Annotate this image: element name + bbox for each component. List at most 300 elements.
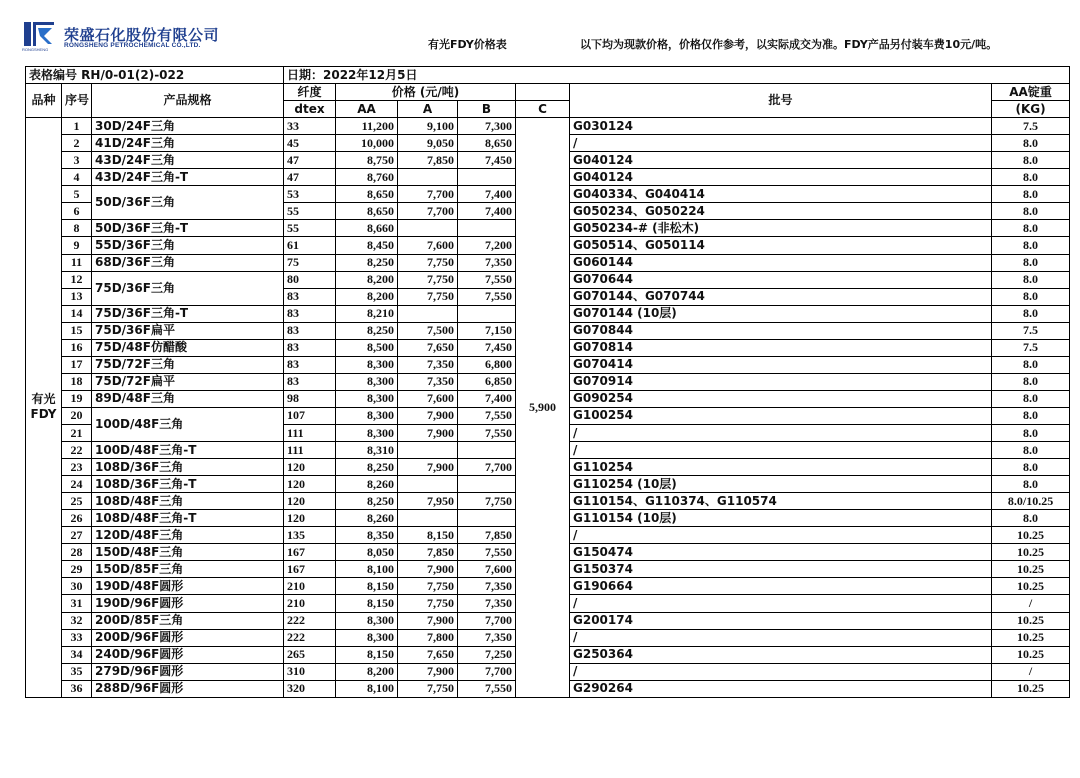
price-a-cell (398, 220, 458, 237)
dtex-cell: 53 (284, 186, 336, 203)
price-aa-cell: 8,300 (336, 629, 398, 646)
rongsheng-logo-icon (24, 22, 56, 50)
spec-cell: 108D/36F三角-T (92, 476, 284, 493)
price-a-cell: 7,650 (398, 339, 458, 356)
batch-cell: / (570, 527, 992, 544)
seq-cell: 21 (62, 424, 92, 441)
batch-cell: G110154 (10层) (570, 510, 992, 527)
seq-cell: 3 (62, 152, 92, 169)
dtex-cell: 167 (284, 544, 336, 561)
batch-cell: G060144 (570, 254, 992, 271)
seq-cell: 5 (62, 186, 92, 203)
header-batch: 批号 (570, 84, 992, 118)
dtex-cell: 120 (284, 476, 336, 493)
weight-cell: / (992, 663, 1070, 680)
seq-cell: 23 (62, 459, 92, 476)
dtex-cell: 120 (284, 493, 336, 510)
batch-cell: G110254 (570, 459, 992, 476)
price-a-cell: 7,650 (398, 646, 458, 663)
price-b-cell: 7,400 (458, 390, 516, 407)
spec-cell: 75D/36F三角-T (92, 305, 284, 322)
price-aa-cell: 8,300 (336, 407, 398, 424)
price-b-cell: 7,600 (458, 561, 516, 578)
dtex-cell: 55 (284, 203, 336, 220)
price-a-cell: 7,800 (398, 629, 458, 646)
price-b-cell: 7,550 (458, 424, 516, 441)
price-b-cell: 7,750 (458, 493, 516, 510)
price-b-cell: 7,350 (458, 629, 516, 646)
batch-cell: G070144 (10层) (570, 305, 992, 322)
weight-cell: 8.0 (992, 254, 1070, 271)
dtex-cell: 80 (284, 271, 336, 288)
dtex-cell: 210 (284, 578, 336, 595)
batch-cell: G050234-# (非松木) (570, 220, 992, 237)
price-a-cell: 7,900 (398, 612, 458, 629)
seq-cell: 9 (62, 237, 92, 254)
weight-cell: 8.0 (992, 169, 1070, 186)
spec-cell: 288D/96F圆形 (92, 680, 284, 697)
price-a-cell: 7,750 (398, 595, 458, 612)
price-b-cell: 7,550 (458, 544, 516, 561)
header-aa: AA (336, 101, 398, 118)
weight-cell: 8.0/10.25 (992, 493, 1070, 510)
weight-cell: 10.25 (992, 680, 1070, 697)
price-b-cell: 7,350 (458, 578, 516, 595)
price-aa-cell: 8,150 (336, 646, 398, 663)
price-a-cell (398, 169, 458, 186)
price-a-cell: 7,750 (398, 288, 458, 305)
weight-cell: 8.0 (992, 237, 1070, 254)
spec-cell: 120D/48F三角 (92, 527, 284, 544)
price-aa-cell: 8,660 (336, 220, 398, 237)
weight-cell: 10.25 (992, 578, 1070, 595)
batch-cell: G150374 (570, 561, 992, 578)
header-a: A (398, 101, 458, 118)
table-number: 表格编号 RH/0-01(2)-022 (26, 67, 284, 84)
weight-cell: 7.5 (992, 339, 1070, 356)
price-a-cell: 7,700 (398, 203, 458, 220)
header-weight: AA锭重 (992, 84, 1070, 101)
seq-cell: 35 (62, 663, 92, 680)
spec-cell: 190D/96F圆形 (92, 595, 284, 612)
batch-cell: G070914 (570, 373, 992, 390)
header-c: C (516, 101, 570, 118)
price-c-cell: 5,900 (516, 118, 570, 698)
header-seq: 序号 (62, 84, 92, 118)
weight-cell: 10.25 (992, 544, 1070, 561)
seq-cell: 19 (62, 390, 92, 407)
price-aa-cell: 8,250 (336, 493, 398, 510)
price-b-cell: 7,350 (458, 254, 516, 271)
table-date: 日期：2022年12月5日 (284, 67, 1070, 84)
price-aa-cell: 11,200 (336, 118, 398, 135)
header-b: B (458, 101, 516, 118)
price-b-cell (458, 169, 516, 186)
weight-cell: 8.0 (992, 220, 1070, 237)
weight-cell: 8.0 (992, 288, 1070, 305)
dtex-cell: 222 (284, 612, 336, 629)
weight-cell: 8.0 (992, 407, 1070, 424)
spec-cell: 75D/48F仿醋酸 (92, 339, 284, 356)
batch-cell: G050234、G050224 (570, 203, 992, 220)
seq-cell: 27 (62, 527, 92, 544)
spec-cell: 190D/48F圆形 (92, 578, 284, 595)
seq-cell: 34 (62, 646, 92, 663)
weight-cell: 8.0 (992, 442, 1070, 459)
weight-cell: 10.25 (992, 561, 1070, 578)
weight-cell: 10.25 (992, 646, 1070, 663)
header-price: 价格 (元/吨) (336, 84, 516, 101)
price-aa-cell: 8,260 (336, 510, 398, 527)
spec-cell: 41D/24F三角 (92, 135, 284, 152)
price-aa-cell: 8,200 (336, 271, 398, 288)
price-aa-cell: 8,100 (336, 561, 398, 578)
dtex-cell: 120 (284, 510, 336, 527)
price-a-cell: 7,600 (398, 237, 458, 254)
batch-cell: G030124 (570, 118, 992, 135)
spec-cell: 240D/96F圆形 (92, 646, 284, 663)
category-line-1: 有光 (31, 392, 56, 407)
price-aa-cell: 8,310 (336, 442, 398, 459)
price-aa-cell: 8,250 (336, 459, 398, 476)
spec-cell: 50D/36F三角-T (92, 220, 284, 237)
spec-cell: 108D/36F三角 (92, 459, 284, 476)
table-row (26, 118, 1070, 135)
price-aa-cell: 8,100 (336, 680, 398, 697)
spec-cell: 55D/36F三角 (92, 237, 284, 254)
price-aa-cell: 8,650 (336, 186, 398, 203)
weight-cell: 8.0 (992, 203, 1070, 220)
spec-cell: 100D/48F三角-T (92, 442, 284, 459)
batch-cell: G110154、G110374、G110574 (570, 493, 992, 510)
company-name-cn: 荣盛石化股份有限公司 (64, 26, 220, 44)
batch-cell: G200174 (570, 612, 992, 629)
price-aa-cell: 8,300 (336, 424, 398, 441)
weight-cell: 8.0 (992, 152, 1070, 169)
weight-cell: 10.25 (992, 612, 1070, 629)
price-b-cell: 7,150 (458, 322, 516, 339)
spec-cell: 150D/85F三角 (92, 561, 284, 578)
price-b-cell: 7,700 (458, 459, 516, 476)
price-b-cell: 7,550 (458, 271, 516, 288)
price-a-cell: 7,350 (398, 373, 458, 390)
batch-cell: G070644 (570, 271, 992, 288)
logo-small-text: RONGSHENG (22, 47, 49, 52)
batch-cell: / (570, 595, 992, 612)
spec-cell: 279D/96F圆形 (92, 663, 284, 680)
price-b-cell: 8,650 (458, 135, 516, 152)
seq-cell: 36 (62, 680, 92, 697)
weight-cell: 8.0 (992, 305, 1070, 322)
spec-cell: 100D/48F三角 (92, 407, 284, 441)
batch-cell: / (570, 442, 992, 459)
batch-cell: / (570, 663, 992, 680)
spec-cell: 75D/72F扁平 (92, 373, 284, 390)
price-b-cell: 7,550 (458, 680, 516, 697)
dtex-cell: 210 (284, 595, 336, 612)
dtex-cell: 135 (284, 527, 336, 544)
seq-cell: 2 (62, 135, 92, 152)
price-a-cell (398, 305, 458, 322)
price-b-cell: 7,400 (458, 203, 516, 220)
price-a-cell: 9,100 (398, 118, 458, 135)
price-a-cell: 9,050 (398, 135, 458, 152)
meta-row (26, 67, 1070, 84)
weight-cell: 7.5 (992, 118, 1070, 135)
dtex-cell: 83 (284, 339, 336, 356)
batch-cell: G290264 (570, 680, 992, 697)
weight-cell: 7.5 (992, 322, 1070, 339)
price-b-cell: 7,450 (458, 152, 516, 169)
dtex-cell: 111 (284, 424, 336, 441)
price-a-cell (398, 510, 458, 527)
seq-cell: 18 (62, 373, 92, 390)
spec-cell: 89D/48F三角 (92, 390, 284, 407)
price-b-cell: 7,850 (458, 527, 516, 544)
document-header (0, 0, 1080, 66)
price-b-cell (458, 220, 516, 237)
price-note: 以下均为现款价格，价格仅作参考，以实际成交为准。FDY产品另付装车费10元/吨。 (580, 38, 998, 51)
dtex-cell: 83 (284, 305, 336, 322)
seq-cell: 25 (62, 493, 92, 510)
dtex-cell: 33 (284, 118, 336, 135)
company-name-en: RONGSHENG PETROCHEMICAL CO.,LTD. (64, 42, 201, 49)
dtex-cell: 107 (284, 407, 336, 424)
price-aa-cell: 8,450 (336, 237, 398, 254)
seq-cell: 33 (62, 629, 92, 646)
price-aa-cell: 8,750 (336, 152, 398, 169)
price-b-cell: 7,450 (458, 339, 516, 356)
price-a-cell: 7,900 (398, 561, 458, 578)
category-cell (26, 118, 62, 698)
price-a-cell: 8,150 (398, 527, 458, 544)
seq-cell: 22 (62, 442, 92, 459)
header-category: 品种 (26, 84, 62, 118)
price-aa-cell: 8,150 (336, 595, 398, 612)
batch-cell: G040124 (570, 169, 992, 186)
weight-cell: 8.0 (992, 271, 1070, 288)
seq-cell: 4 (62, 169, 92, 186)
spec-cell: 68D/36F三角 (92, 254, 284, 271)
price-a-cell: 7,850 (398, 544, 458, 561)
dtex-cell: 75 (284, 254, 336, 271)
weight-cell: 8.0 (992, 476, 1070, 493)
dtex-cell: 47 (284, 152, 336, 169)
dtex-cell: 310 (284, 663, 336, 680)
batch-cell: G070844 (570, 322, 992, 339)
batch-cell: G090254 (570, 390, 992, 407)
spec-cell: 200D/96F圆形 (92, 629, 284, 646)
document-title: 有光FDY价格表 (428, 38, 507, 51)
dtex-cell: 83 (284, 322, 336, 339)
price-aa-cell: 8,260 (336, 476, 398, 493)
seq-cell: 8 (62, 220, 92, 237)
header-fineness: 纤度 (284, 84, 336, 101)
spec-cell: 43D/24F三角 (92, 152, 284, 169)
spec-cell: 75D/72F三角 (92, 356, 284, 373)
seq-cell: 15 (62, 322, 92, 339)
price-a-cell: 7,900 (398, 407, 458, 424)
dtex-cell: 120 (284, 459, 336, 476)
spec-cell: 50D/36F三角 (92, 186, 284, 220)
price-aa-cell: 8,300 (336, 356, 398, 373)
price-b-cell (458, 476, 516, 493)
dtex-cell: 222 (284, 629, 336, 646)
spec-cell: 108D/48F三角-T (92, 510, 284, 527)
batch-cell: / (570, 135, 992, 152)
batch-cell: G050514、G050114 (570, 237, 992, 254)
weight-cell: 10.25 (992, 527, 1070, 544)
price-aa-cell: 8,210 (336, 305, 398, 322)
price-b-cell: 7,550 (458, 407, 516, 424)
batch-cell: G040334、G040414 (570, 186, 992, 203)
seq-cell: 17 (62, 356, 92, 373)
price-aa-cell: 8,500 (336, 339, 398, 356)
header-spec: 产品规格 (92, 84, 284, 118)
dtex-cell: 83 (284, 288, 336, 305)
header-dtex: dtex (284, 101, 336, 118)
seq-cell: 24 (62, 476, 92, 493)
price-b-cell: 7,700 (458, 663, 516, 680)
price-a-cell: 7,900 (398, 424, 458, 441)
dtex-cell: 61 (284, 237, 336, 254)
seq-cell: 12 (62, 271, 92, 288)
dtex-cell: 111 (284, 442, 336, 459)
price-aa-cell: 8,250 (336, 322, 398, 339)
seq-cell: 30 (62, 578, 92, 595)
weight-cell: 8.0 (992, 373, 1070, 390)
price-aa-cell: 8,150 (336, 578, 398, 595)
spec-cell: 75D/36F三角 (92, 271, 284, 305)
price-aa-cell: 8,200 (336, 288, 398, 305)
weight-cell: 8.0 (992, 135, 1070, 152)
spec-cell: 200D/85F三角 (92, 612, 284, 629)
batch-cell: G070144、G070744 (570, 288, 992, 305)
seq-cell: 29 (62, 561, 92, 578)
price-aa-cell: 8,300 (336, 390, 398, 407)
price-aa-cell: 8,300 (336, 373, 398, 390)
price-b-cell: 6,800 (458, 356, 516, 373)
price-b-cell (458, 305, 516, 322)
price-a-cell: 7,750 (398, 680, 458, 697)
price-a-cell: 7,750 (398, 578, 458, 595)
price-a-cell: 7,850 (398, 152, 458, 169)
batch-cell: G250364 (570, 646, 992, 663)
weight-cell: 8.0 (992, 459, 1070, 476)
price-table-body (26, 67, 1070, 698)
dtex-cell: 47 (284, 169, 336, 186)
batch-cell: G150474 (570, 544, 992, 561)
seq-cell: 11 (62, 254, 92, 271)
spec-cell: 43D/24F三角-T (92, 169, 284, 186)
dtex-cell: 98 (284, 390, 336, 407)
price-aa-cell: 8,350 (336, 527, 398, 544)
price-b-cell: 7,350 (458, 595, 516, 612)
spec-cell: 75D/36F扁平 (92, 322, 284, 339)
weight-cell: 8.0 (992, 356, 1070, 373)
dtex-cell: 265 (284, 646, 336, 663)
seq-cell: 31 (62, 595, 92, 612)
price-aa-cell: 8,760 (336, 169, 398, 186)
price-a-cell: 7,350 (398, 356, 458, 373)
batch-cell: / (570, 424, 992, 441)
dtex-cell: 167 (284, 561, 336, 578)
price-a-cell (398, 476, 458, 493)
price-a-cell: 7,950 (398, 493, 458, 510)
price-b-cell: 7,250 (458, 646, 516, 663)
price-b-cell (458, 442, 516, 459)
price-aa-cell: 8,050 (336, 544, 398, 561)
price-a-cell: 7,700 (398, 186, 458, 203)
weight-cell: 8.0 (992, 424, 1070, 441)
weight-cell: / (992, 595, 1070, 612)
price-a-cell: 7,750 (398, 271, 458, 288)
batch-cell: G040124 (570, 152, 992, 169)
spec-cell: 150D/48F三角 (92, 544, 284, 561)
price-b-cell: 7,400 (458, 186, 516, 203)
price-a-cell: 7,750 (398, 254, 458, 271)
seq-cell: 1 (62, 118, 92, 135)
batch-cell: G110254 (10层) (570, 476, 992, 493)
price-b-cell: 6,850 (458, 373, 516, 390)
dtex-cell: 83 (284, 356, 336, 373)
price-a-cell: 7,500 (398, 322, 458, 339)
dtex-cell: 45 (284, 135, 336, 152)
price-b-cell (458, 510, 516, 527)
weight-cell: 8.0 (992, 390, 1070, 407)
weight-cell: 10.25 (992, 629, 1070, 646)
price-aa-cell: 8,250 (336, 254, 398, 271)
price-a-cell: 7,900 (398, 663, 458, 680)
weight-cell: 8.0 (992, 510, 1070, 527)
seq-cell: 16 (62, 339, 92, 356)
batch-cell: / (570, 629, 992, 646)
seq-cell: 28 (62, 544, 92, 561)
price-a-cell (398, 442, 458, 459)
seq-cell: 32 (62, 612, 92, 629)
seq-cell: 26 (62, 510, 92, 527)
dtex-cell: 55 (284, 220, 336, 237)
price-b-cell: 7,200 (458, 237, 516, 254)
price-a-cell: 7,600 (398, 390, 458, 407)
header-c-top (516, 84, 570, 101)
category-line-2: FDY (30, 407, 57, 422)
seq-cell: 20 (62, 407, 92, 424)
seq-cell: 14 (62, 305, 92, 322)
price-aa-cell: 8,650 (336, 203, 398, 220)
seq-cell: 6 (62, 203, 92, 220)
batch-cell: G070814 (570, 339, 992, 356)
header-weight-unit: (KG) (992, 101, 1070, 118)
header-row-1 (26, 84, 1070, 101)
dtex-cell: 320 (284, 680, 336, 697)
batch-cell: G070414 (570, 356, 992, 373)
dtex-cell: 83 (284, 373, 336, 390)
price-aa-cell: 8,300 (336, 612, 398, 629)
price-b-cell: 7,550 (458, 288, 516, 305)
price-aa-cell: 10,000 (336, 135, 398, 152)
spec-cell: 108D/48F三角 (92, 493, 284, 510)
price-b-cell: 7,700 (458, 612, 516, 629)
spec-cell: 30D/24F三角 (92, 118, 284, 135)
price-a-cell: 7,900 (398, 459, 458, 476)
price-aa-cell: 8,200 (336, 663, 398, 680)
batch-cell: G190664 (570, 578, 992, 595)
price-b-cell: 7,300 (458, 118, 516, 135)
price-table (25, 66, 1070, 698)
batch-cell: G100254 (570, 407, 992, 424)
weight-cell: 8.0 (992, 186, 1070, 203)
